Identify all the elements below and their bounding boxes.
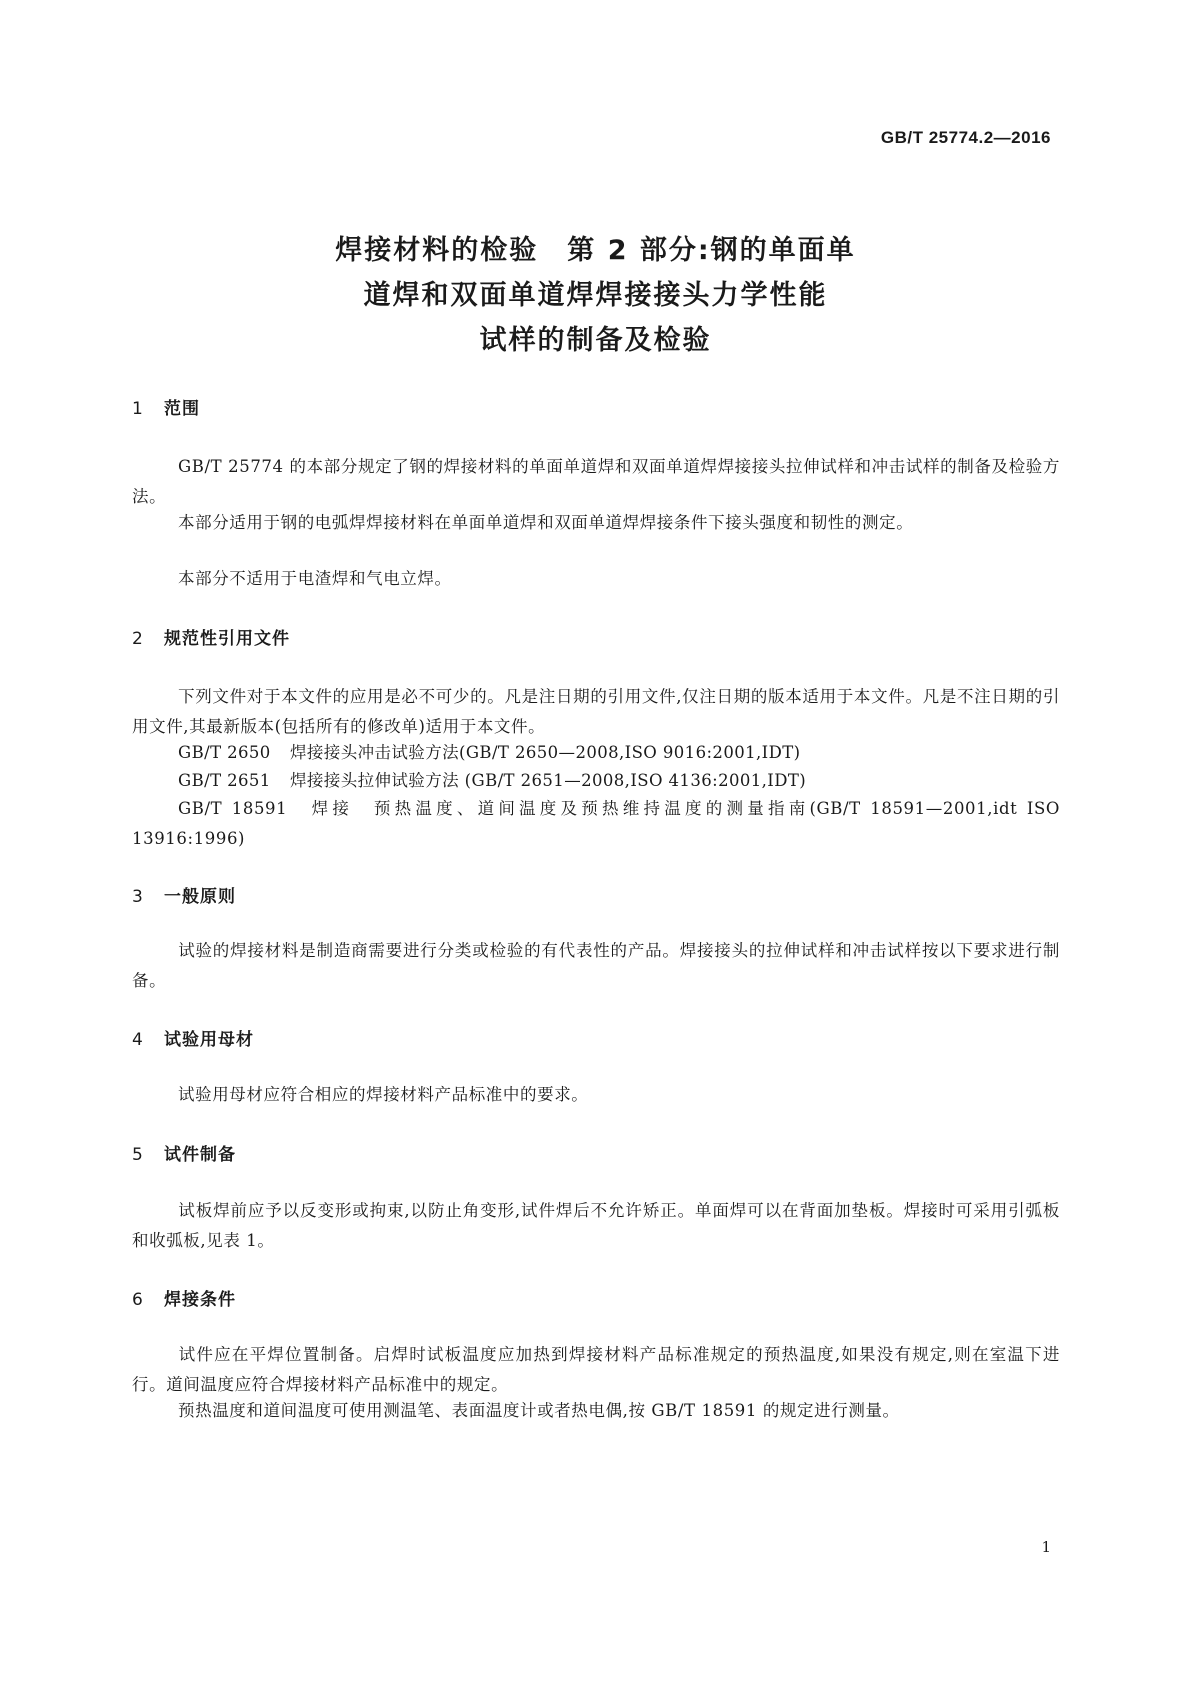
- section-5-heading: [132, 1140, 236, 1165]
- section-title: 试件制备: [164, 1145, 236, 1165]
- standard-code: GB/T 25774.2—2016: [880, 128, 1051, 147]
- section-number: 5: [132, 1145, 144, 1165]
- section-6-paragraph-2: 预热温度和道间温度可使用测温笔、表面温度计或者热电偶,按 GB/T 18591 的规定进行测量。: [178, 1401, 900, 1420]
- section-number: 1: [132, 399, 144, 419]
- section-2-heading: [132, 624, 290, 649]
- section-title: 范围: [164, 399, 200, 419]
- reference-item: [178, 738, 800, 768]
- reference-item-3: GB/T 18591 焊接 预热温度、道间温度及预热维持温度的测量指南(GB/T 18591—2001,idt ISO 13916:1996): [132, 799, 1060, 848]
- section-5-paragraph-1: 试板焊前应予以反变形或拘束,以防止角变形,试件焊后不允许矫正。单面焊可以在背面加垫板。焊接时可采用引弧板和收弧板,见表 1。: [132, 1201, 1060, 1250]
- section-1-paragraph-1: GB/T 25774 的本部分规定了钢的焊接材料的单面单道焊和双面单道焊焊接接头拉伸试样和冲击试样的制备及检验方法。: [132, 457, 1060, 506]
- section-6-heading: [132, 1285, 236, 1310]
- section-3-paragraph-1: 试验的焊接材料是制造商需要进行分类或检验的有代表性的产品。焊接接头的拉伸试样和冲击试样按以下要求进行制备。: [132, 941, 1060, 990]
- title-line-3: 试样的制备及检验: [479, 325, 712, 356]
- page-number: 1: [1041, 1538, 1051, 1556]
- section-title: 规范性引用文件: [164, 629, 290, 649]
- reference-code: GB/T 2650: [178, 743, 271, 762]
- reference-item: [178, 766, 806, 796]
- section-2-paragraph-1: 下列文件对于本文件的应用是必不可少的。凡是注日期的引用文件,仅注日期的版本适用于本文件。凡是不注日期的引用文件,其最新版本(包括所有的修改单)适用于本文件。: [132, 687, 1060, 736]
- section-number: 4: [132, 1030, 144, 1050]
- section-4-paragraph-1: 试验用母材应符合相应的焊接材料产品标准中的要求。: [178, 1085, 589, 1104]
- section-title: 试验用母材: [164, 1030, 254, 1050]
- reference-code: GB/T 2651: [178, 771, 271, 790]
- reference-text: 焊接接头拉伸试验方法 (GB/T 2651—2008,ISO 4136:2001,IDT): [290, 771, 807, 790]
- title-line-1: 焊接材料的检验 第 2 部分:钢的单面单: [335, 235, 856, 266]
- section-number: 2: [132, 629, 144, 649]
- section-3-heading: [132, 882, 236, 907]
- reference-text: 焊接接头冲击试验方法(GB/T 2650—2008,ISO 9016:2001,IDT): [290, 743, 801, 762]
- section-title: 一般原则: [164, 887, 236, 907]
- section-1-paragraph-2: 本部分适用于钢的电弧焊焊接材料在单面单道焊和双面单道焊焊接条件下接头强度和韧性的测定。: [178, 513, 914, 532]
- section-number: 6: [132, 1290, 144, 1310]
- section-1-heading: [132, 394, 200, 419]
- section-1-paragraph-3: 本部分不适用于电渣焊和气电立焊。: [178, 569, 452, 588]
- section-6-paragraph-1: 试件应在平焊位置制备。启焊时试板温度应加热到焊接材料产品标准规定的预热温度,如果没有规定,则在室温下进行。道间温度应符合焊接材料产品标准中的规定。: [132, 1345, 1060, 1394]
- document-title: [0, 228, 1191, 363]
- title-line-2: 道焊和双面单道焊焊接接头力学性能: [363, 280, 828, 311]
- section-4-heading: [132, 1025, 254, 1050]
- section-number: 3: [132, 887, 144, 907]
- section-title: 焊接条件: [164, 1290, 236, 1310]
